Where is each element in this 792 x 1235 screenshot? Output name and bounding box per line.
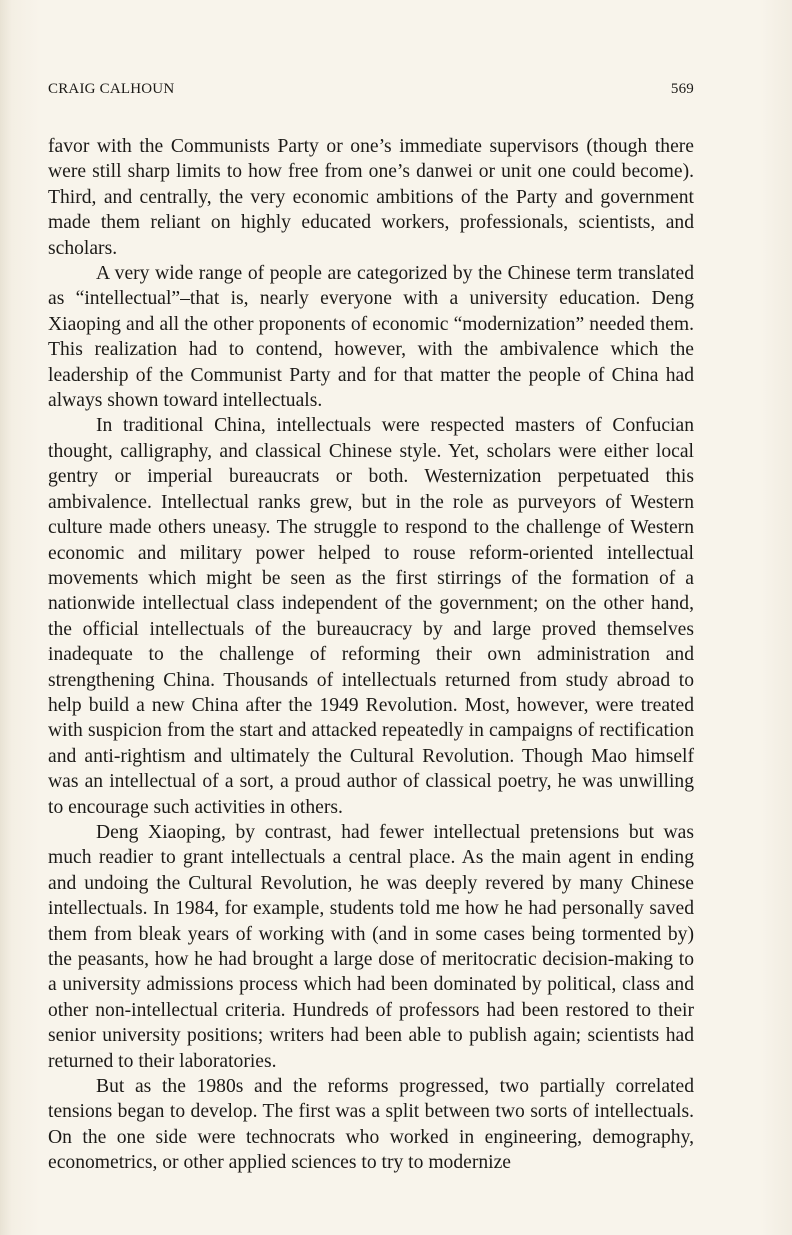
paragraph-continued: favor with the Communists Party or one’s immediate supervisors (though there were still sharp limits to how free from one’s danwei or unit one could become). Third, and centrally, the very economic ambitions of the Party and government made them reliant on highly educated workers, professionals, scientists, and scholars.	[48, 136, 694, 259]
page-number: 569	[670, 81, 694, 97]
running-head-author: CRAIG CALHOUN	[48, 81, 175, 97]
paragraph-deng-xiaoping: Deng Xiaoping, by contrast, had fewer intellectual pretensions but was much readier to grant intellectuals a central place. As the main agent in ending and undoing the Cultural Revolution, he was deeply revered by many Chinese intellectuals. In 1984, for example, students told me how he had personally saved them from bleak years of working with (and in some cases being tormented by) the peasants, how he had brought a large dose of meritocratic decision-making to a university admissions process which had been dominated by political, class and other non-intellectual criteria. Hundreds of professors had been restored to their senior university positions; writers had been able to publish again; scientists had returned to their laboratories.	[48, 821, 694, 1072]
paragraph-intellectual-term: A very wide range of people are categorized by the Chinese term translated as “intellectual”–that is, nearly everyone with a university education. Deng Xiaoping and all the other proponents of economic “modernization” needed them. This realization had to contend, however, with the ambivalence which the leadership of the Communist Party and for that matter the people of China had always shown toward intellectuals.	[48, 263, 694, 412]
body-text	[48, 134, 694, 1176]
paragraph-traditional-china: In traditional China, intellectuals were respected masters of Confucian thought, calligraphy, and classical Chinese style. Yet, scholars were either local gentry or imperial bureaucrats or both. Westernization perpetuated this ambivalence. Intellectual ranks grew, but in the role as purveyors of Western culture made others uneasy. The struggle to respond to the challenge of Western economic and military power helped to rouse reform-oriented intellectual movements which might be seen as the first stirrings of the formation of a nationwide intellectual class independent of the government; on the other hand, the official intellectuals of the bureaucracy by and large proved themselves inadequate to the challenge of reforming their own administration and strengthening China. Thousands of intellectuals returned from study abroad to help build a new China after the 1949 Revolution. Most, however, were treated with suspicion from the start and attacked repeatedly in campaigns of rectification and anti-rightism and ultimately the Cultural Revolution. Though Mao himself was an intellectual of a sort, a proud author of classical poetry, he was unwilling to encourage such activities in others.	[48, 415, 694, 818]
paragraph-1980s-tensions: But as the 1980s and the reforms progressed, two partially correlated tensions began to develop. The first was a split between two sorts of intellectuals. On the one side were technocrats who worked in engineering, demography, econometrics, or other applied sciences to try to modernize	[48, 1076, 694, 1174]
running-header	[48, 81, 694, 101]
